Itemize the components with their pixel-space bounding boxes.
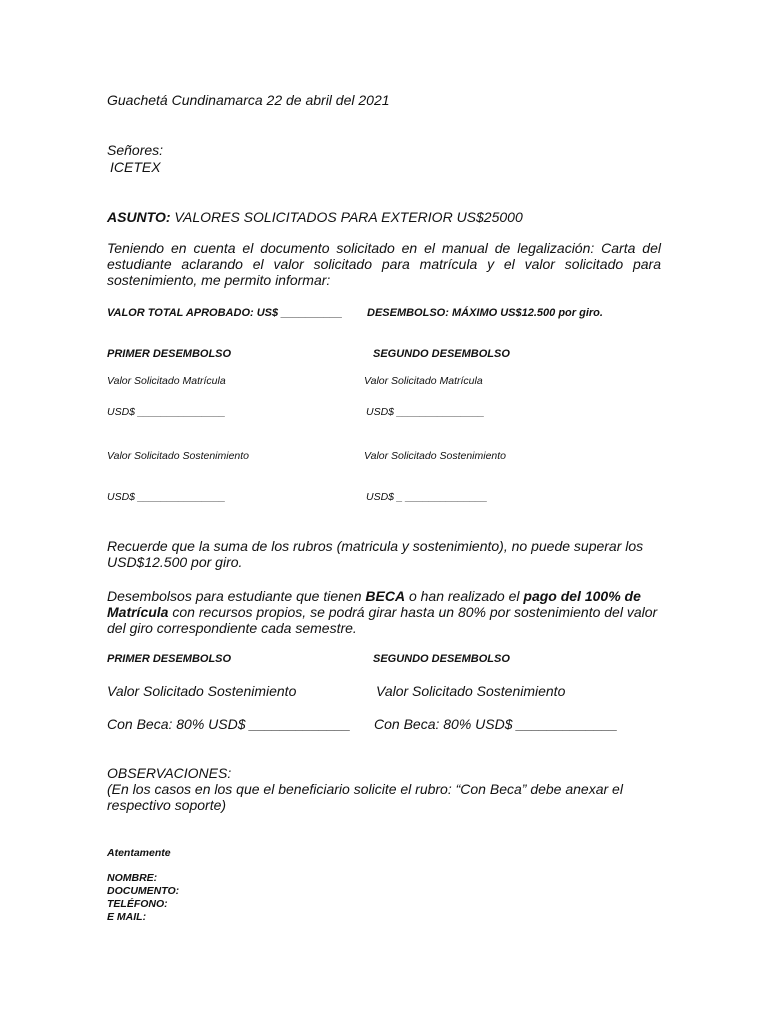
second-support-label: Valor Solicitado Sostenimiento [364,450,507,462]
first-tuition-label: Valor Solicitado Matrícula [107,375,226,387]
place-date: Guachetá Cundinamarca 22 de abril del 2021 [107,92,390,108]
observations-title: OBSERVACIONES: [107,765,232,781]
intro-paragraph: Teniendo en cuenta el documento solicitado en el manual de legalización: Carta del estudiante aclarando el valor solicitado para matrícula y el valor solicitado para sostenimiento, me permito informar: [107,240,661,288]
approved-total: VALOR TOTAL APROBADO: US$ __________ [107,307,343,319]
max-disbursement: DESEMBOLSO: MÁXIMO US$12.500 por giro. [367,307,603,319]
phone-field-label: TELÉFONO: [107,898,168,910]
first-beca-value: Con Beca: 80% USD$ _____________ [107,716,351,732]
first-support-label: Valor Solicitado Sostenimiento [107,450,250,462]
beca-text-3: con recursos propios, se podrá girar hasta un 80% por sostenimiento del valor del giro correspondiente cada semestre. [107,604,658,636]
second-tuition-value: USD$ _______________ [366,406,485,418]
beca-paragraph [107,588,661,636]
second-beca-value: Con Beca: 80% USD$ _____________ [374,716,618,732]
second-disbursement-title-2: SEGUNDO DESEMBOLSO [373,653,510,665]
name-field-label: NOMBRE: [107,872,158,884]
beca-text-1: Desembolsos para estudiante que tienen [107,588,366,604]
beca-emphasis: BECA [365,588,406,604]
closing: Atentamente [107,847,171,859]
subject-line [107,209,523,225]
first-disbursement-title: PRIMER DESEMBOLSO [107,348,232,360]
second-support-value: USD$ _ ______________ [366,491,488,503]
salutation: Señores: [107,142,164,158]
observations-text: (En los casos en los que el beneficiario solicite el rubro: “Con Beca” debe anexar el respectivo soporte) [107,781,623,813]
second-disbursement-title: SEGUNDO DESEMBOLSO [373,348,510,360]
full-payment-emphasis: pago del 100% de Matrícula [107,588,641,620]
first-support-label-2: Valor Solicitado Sostenimiento [107,683,297,699]
document-field-label: DOCUMENTO: [107,885,180,897]
beca-text-2: o han realizado el [405,588,524,604]
first-disbursement-title-2: PRIMER DESEMBOLSO [107,653,232,665]
recipient: ICETEX [110,159,161,175]
email-field-label: E MAIL: [107,911,147,923]
second-tuition-label: Valor Solicitado Matrícula [364,375,483,387]
first-tuition-value: USD$ _______________ [107,406,226,418]
subject-text: VALORES SOLICITADOS PARA EXTERIOR US$25000 [174,209,523,225]
second-support-label-2: Valor Solicitado Sostenimiento [376,683,566,699]
reminder-paragraph: Recuerde que la suma de los rubros (matricula y sostenimiento), no puede superar los USD$12.500 por giro. [107,538,644,570]
subject-label: ASUNTO: [107,209,171,225]
first-support-value: USD$ _______________ [107,491,226,503]
